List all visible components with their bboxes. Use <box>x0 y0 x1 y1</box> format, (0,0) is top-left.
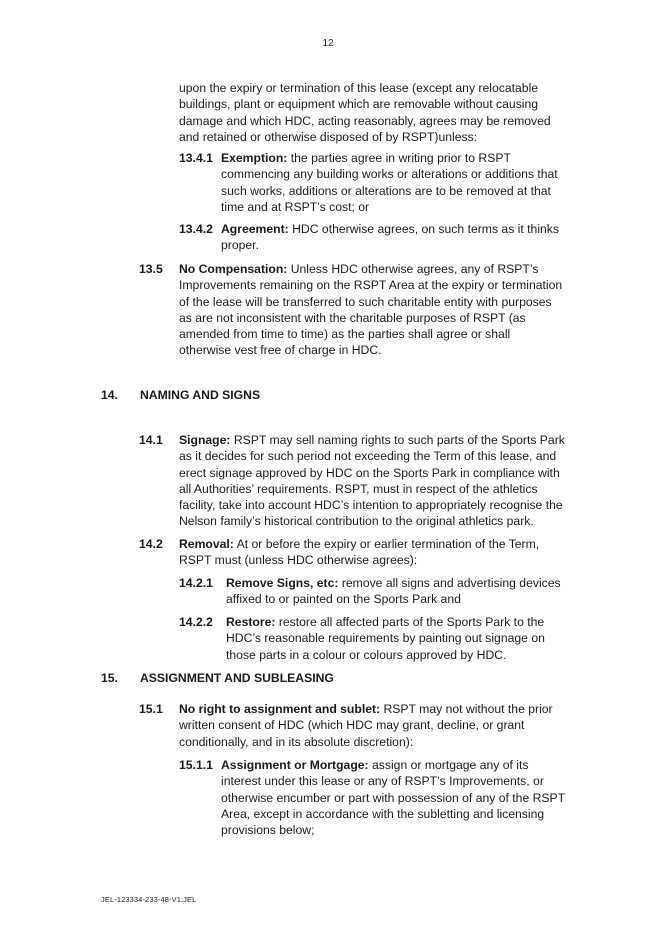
section-title: NAMING AND SIGNS <box>140 388 261 402</box>
clause-text: remove all signs and advertising devices affixed to or painted on the Sports Park and <box>226 576 561 607</box>
clause-number: 14.2.2 <box>179 615 213 629</box>
clause-title: Agreement: <box>221 222 289 236</box>
clause-14-2-1 <box>179 575 569 611</box>
clause-number: 13.4.1 <box>179 151 213 165</box>
clause-body <box>221 757 566 838</box>
clause-title: No right to assignment and sublet: <box>179 702 381 716</box>
clause-body <box>179 701 565 750</box>
clause-title: Removal: <box>179 537 234 551</box>
intro-paragraph: upon the expiry or termination of this lease (except any relocatable buildings, plant or equipment which are removable without causing damage and which HDC, acting reasonably, agrees may be removed and retained or otherwise disposed of by RSPT)unless: <box>179 81 551 144</box>
clause-text: the parties agree in writing prior to RSPT commencing any building works or alterations or additions that such works, additions or alterations are to be removed at that time and at RSPT’s cost; or <box>221 151 558 214</box>
clause-number: 14.1 <box>139 433 163 447</box>
clause-text: RSPT may sell naming rights to such parts of the Sports Park as it decides for such period not exceeding the Term of this lease, and erect signage approved by HDC on the Sports Park in compliance with all Authorities’ requirements. RSPT, must in respect of the athletics facility, take into account HDC’s intention to appropriately recognise the Nelson family’s historical contribution to the original athletics park. <box>179 433 565 529</box>
section-title: ASSIGNMENT AND SUBLEASING <box>140 671 334 685</box>
section-heading-15 <box>101 670 501 688</box>
section-number: 14. <box>101 388 118 402</box>
clause-title: Remove Signs, etc: <box>226 576 339 590</box>
section-heading-14 <box>101 387 501 405</box>
clause-body <box>179 536 565 569</box>
clause-body <box>221 150 566 215</box>
clause-13-4-1 <box>179 150 569 220</box>
document-footer-reference: JEL-123334-233-48-V1:JEL <box>101 895 197 904</box>
clause-text: Unless HDC otherwise agrees, any of RSPT’s Improvements remaining on the RSPT Area at the expiry or termination of the lease will be transferred to such charitable entity with purposes as are not inconsistent with the charitable purposes of RSPT (as amended from time to time) as the parties shall agree or shall otherwise vest free of charge in HDC. <box>179 262 563 358</box>
clause-text: HDC otherwise agrees, on such terms as it thinks proper. <box>221 222 559 253</box>
clause-13-4-2 <box>179 221 569 257</box>
clause-14-2-2 <box>179 614 569 666</box>
page-number: 12 <box>322 38 334 49</box>
clause-body <box>179 261 563 359</box>
clause-number: 14.2 <box>139 537 163 551</box>
clause-title: Assignment or Mortgage: <box>221 758 369 772</box>
clause-text: RSPT may not without the prior written consent of HDC (which HDC may grant, decline, or grant conditionally, and in its absolute discretion): <box>179 702 553 749</box>
clause-number: 13.5 <box>139 262 163 276</box>
section-number: 15. <box>101 671 118 685</box>
clause-13-5 <box>139 261 569 361</box>
clause-body <box>226 575 566 608</box>
clause-15-1 <box>139 701 569 753</box>
clause-15-1-1 <box>179 757 569 841</box>
clause-number: 13.4.2 <box>179 222 213 236</box>
clause-title: Signage: <box>179 433 231 447</box>
clause-14-2 <box>139 536 569 572</box>
clause-body <box>226 614 566 663</box>
clause-title: No Compensation: <box>179 262 288 276</box>
clause-title: Restore: <box>226 615 276 629</box>
clause-number: 15.1 <box>139 702 163 716</box>
clause-number: 15.1.1 <box>179 758 213 772</box>
clause-text: At or before the expiry or earlier termination of the Term, RSPT must (unless HDC otherwise agrees): <box>179 537 540 568</box>
clause-text: assign or mortgage any of its interest under this lease or any of RSPT’s Improvements, or otherwise encumber or part with possession of any of the RSPT Area, except in accordance with the subletting and licensing provisions below; <box>221 758 565 838</box>
clause-number: 14.2.1 <box>179 576 213 590</box>
clause-text: restore all affected parts of the Sports Park to the HDC’s reasonable requirements by painting out signage on those parts in a colour or colours approved by HDC. <box>226 615 545 662</box>
clause-body <box>179 432 565 530</box>
clause-body <box>221 221 566 254</box>
clause-title: Exemption: <box>221 151 288 165</box>
clause-14-1 <box>139 432 569 532</box>
